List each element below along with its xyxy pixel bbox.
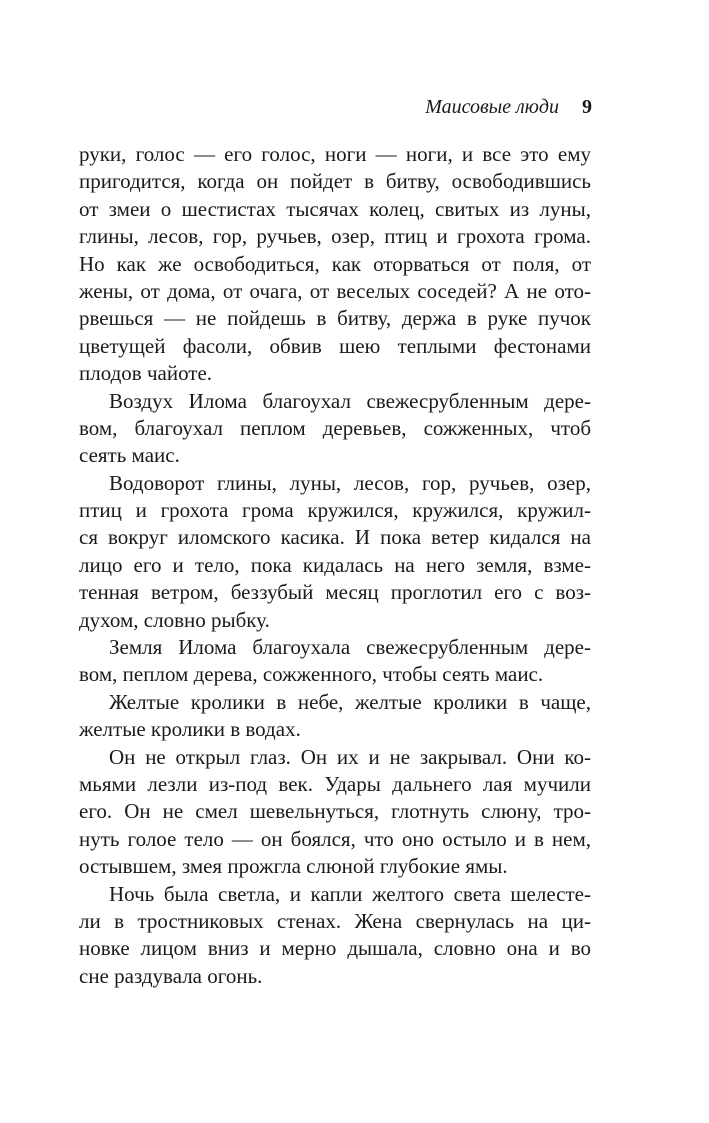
text-line: сне раздувала огонь. <box>79 963 263 988</box>
text-line: вом, пеплом дерева, сожженного, чтобы сеять маис. <box>79 662 544 687</box>
text-line: Воздух Илома благоухал свежесрубленным дере- <box>109 388 591 413</box>
text-line: руки, голос — его голос, ноги — ноги, и все это ему <box>79 142 591 166</box>
running-head <box>425 94 592 120</box>
text-line: тенная ветром, беззубый месяц проглотил его с воз- <box>79 580 591 605</box>
text-line: от змеи о шестистах тысячах колец, свитых из луны, <box>79 196 591 221</box>
page-number: 9 <box>582 96 592 118</box>
text-line: Земля Илома благоухала свежесрубленным дере- <box>109 635 591 660</box>
text-body <box>79 141 591 990</box>
text-line: сеять маис. <box>79 443 180 468</box>
text-line: ся вокруг иломского касика. И пока ветер кидался на <box>79 525 591 550</box>
text-line: Водоворот глины, луны, лесов, гор, ручьев, озер, <box>109 470 591 495</box>
text-line: нуть голое тело — он боялся, что оно остыло и в нем, <box>79 826 591 851</box>
text-line: Он не открыл глаз. Он их и не закрывал. Они ко- <box>109 744 591 769</box>
text-line: Но как же освободиться, как оторваться от поля, от <box>79 251 591 276</box>
text-line: рвешься — не пойдешь в битву, держа в руке пучок <box>79 306 591 331</box>
text-line: вом, благоухал пеплом деревьев, сожженных, чтоб <box>79 415 591 440</box>
text-line: Желтые кролики в небе, желтые кролики в чаще, <box>109 689 591 714</box>
running-title: Маисовые люди <box>425 96 559 118</box>
text-line: глины, лесов, гор, ручьев, озер, птиц и грохота грома. <box>79 224 591 249</box>
text-line: Ночь была светла, и капли желтого света шелесте- <box>109 881 591 906</box>
text-line: ли в тростниковых стенах. Жена свернулась на ци- <box>79 908 591 933</box>
text-line: цветущей фасоли, обвив шею теплыми фестонами <box>79 333 591 358</box>
text-line: лицо его и тело, пока кидалась на него земля, взме- <box>79 552 591 577</box>
text-line: его. Он не смел шевельнуться, глотнуть слюну, тро- <box>79 799 591 824</box>
text-line: птиц и грохота грома кружился, кружился, кружил- <box>79 498 591 523</box>
text-line: мьями лезли из-под век. Удары дальнего лая мучили <box>79 771 591 796</box>
text-line: плодов чайоте. <box>79 361 213 386</box>
text-line: остывшем, змея прожгла слюной глубокие ямы. <box>79 854 508 879</box>
text-line: духом, словно рыбку. <box>79 607 270 632</box>
text-line: пригодится, когда он пойдет в битву, освободившись <box>79 169 591 194</box>
text-line: жены, от дома, от очага, от веселых соседей? А не ото- <box>79 278 591 303</box>
text-line: желтые кролики в водах. <box>79 717 301 742</box>
text-line: новке лицом вниз и мерно дышала, словно она и во <box>79 936 591 961</box>
